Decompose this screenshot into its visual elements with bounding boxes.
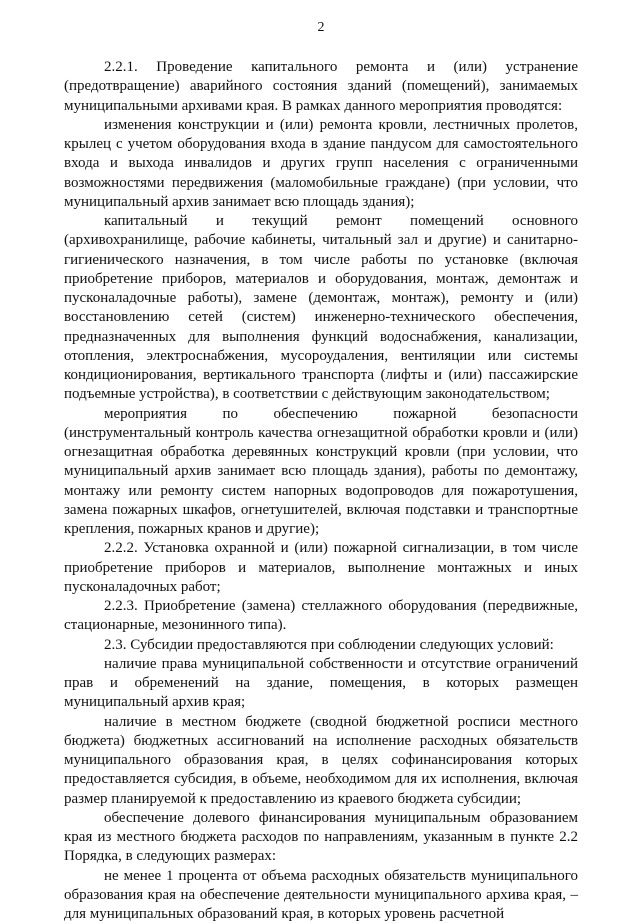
paragraph-2-2-1: 2.2.1. Проведение капитального ремонта и (или) устранение (предотвращение) аварийного состояния зданий (помещений), занимаемых муниципальными архивами края. В рамках данного мероприятия проводятся:: [64, 58, 578, 116]
paragraph-cofinancing-condition: обеспечение долевого финансирования муниципальным образованием края из местного бюджета расходов по направлениям, указанным в пункте 2.2 Порядка, в следующих размерах:: [64, 809, 578, 867]
paragraph-one-percent: не менее 1 процента от объема расходных обязательств муниципального образования края на обеспечение деятельности муниципального архива края, – для муниципальных образований края, в которых уровень расчетной: [64, 867, 578, 924]
document-body: [64, 58, 578, 924]
paragraph-2-2-3: 2.2.3. Приобретение (замена) стеллажного оборудования (передвижные, стационарные, мезонинного типа).: [64, 597, 578, 636]
paragraph-capital-repair: капитальный и текущий ремонт помещений основного (архивохранилище, рабочие кабинеты, читальный зал и другие) и санитарно-гигиенического назначения, в том числе работы по установке (включая приобретение приборов, материалов и оборудования, монтаж, демонтаж и пусконаладочные работы), замене (демонтаж, монтаж), ремонту и (или) восстановлению сетей (систем) инженерно-технического обеспечения, предназначенных для выполнения функций водоснабжения, канализации, отопления, электроснабжения, мусороудаления, вентиляции или системы кондиционирования, вертикального транспорта (лифты и (или) пассажирские подъемные устройства), в соответствии с действующим законодательством;: [64, 212, 578, 405]
paragraph-2-3: 2.3. Субсидии предоставляются при соблюдении следующих условий:: [64, 636, 578, 655]
page-number: 2: [64, 20, 578, 36]
paragraph-2-2-2: 2.2.2. Установка охранной и (или) пожарной сигнализации, в том числе приобретение приборов и материалов, выполнение монтажных и иных пусконаладочных работ;: [64, 539, 578, 597]
paragraph-budget-condition: наличие в местном бюджете (сводной бюджетной росписи местного бюджета) бюджетных ассигнований на исполнение расходных обязательств муниципального образования края, в целях софинансирования которых предоставляется субсидия, в объеме, необходимом для их исполнения, включая размер планируемой к предоставлению из краевого бюджета субсидии;: [64, 713, 578, 809]
paragraph-ownership-condition: наличие права муниципальной собственности и отсутствие ограничений прав и обременений на здание, помещения, в которых размещен муниципальный архив края;: [64, 655, 578, 713]
paragraph-fire-safety: мероприятия по обеспечению пожарной безопасности (инструментальный контроль качества огнезащитной обработки кровли и (или) огнезащитная обработка деревянных конструкций кровли (при условии, что муниципальный архив занимает всю площадь здания), работы по демонтажу, монтажу или ремонту систем напорных водопроводов для пожаротушения, замена пожарных шкафов, огнетушителей, включая подставки и транспортные крепления, пожарных кранов и другие);: [64, 405, 578, 540]
paragraph-roof-repair: изменения конструкции и (или) ремонта кровли, лестничных пролетов, крылец с учетом оборудования входа в здание пандусом для самостоятельного входа и выхода инвалидов и других групп населения с ограниченными возможностями передвижения (маломобильные граждане) (при условии, что муниципальный архив занимает всю площадь здания);: [64, 116, 578, 212]
